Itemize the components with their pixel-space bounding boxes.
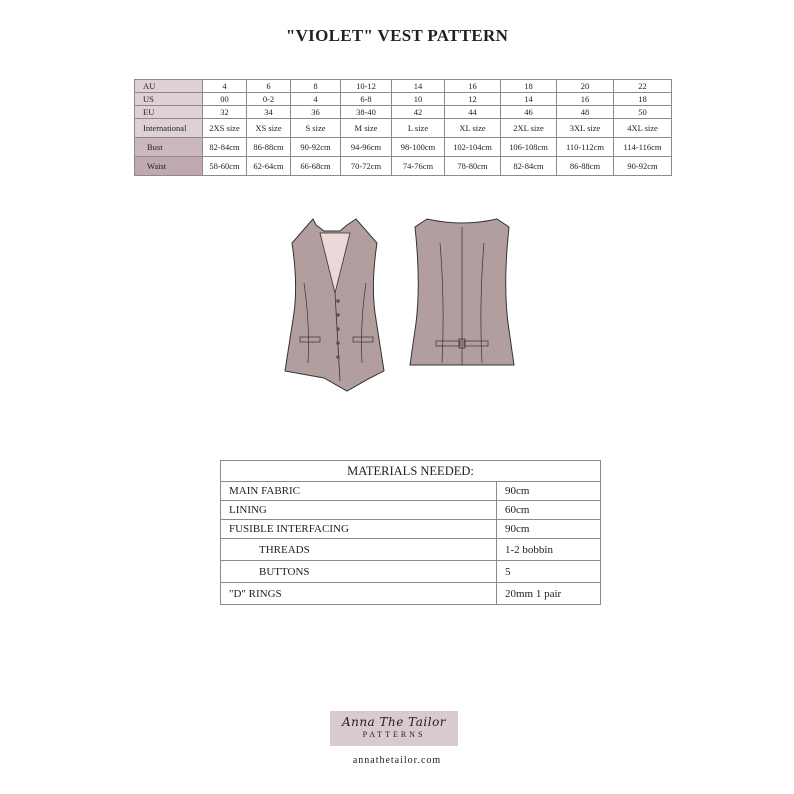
material-label: FUSIBLE INTERFACING: [221, 520, 497, 539]
size-cell: 48: [557, 106, 614, 119]
size-cell: M size: [341, 119, 392, 138]
size-cell: 90-92cm: [291, 138, 341, 157]
size-row-label: International: [135, 119, 203, 138]
material-value: 1-2 bobbin: [497, 539, 601, 561]
size-cell: 86-88cm: [247, 138, 291, 157]
material-label: THREADS: [221, 539, 497, 561]
material-label: "D" RINGS: [221, 583, 497, 605]
size-cell: 16: [557, 93, 614, 106]
size-chart-row: [135, 157, 672, 176]
size-cell: 18: [614, 93, 672, 106]
material-label: LINING: [221, 501, 497, 520]
material-row: [221, 583, 601, 605]
size-cell: 50: [614, 106, 672, 119]
size-chart-table: [134, 79, 672, 176]
size-cell: 3XL size: [557, 119, 614, 138]
size-row-label: US: [135, 93, 203, 106]
size-cell: 58-60cm: [203, 157, 247, 176]
vest-illustration: [280, 213, 530, 398]
size-cell: 4: [203, 80, 247, 93]
material-row: [221, 561, 601, 583]
size-cell: 32: [203, 106, 247, 119]
material-value: 90cm: [497, 482, 601, 501]
size-cell: 106-108cm: [501, 138, 557, 157]
size-cell: 82-84cm: [501, 157, 557, 176]
size-cell: 74-76cm: [392, 157, 445, 176]
size-cell: 38-40: [341, 106, 392, 119]
size-cell: 78-80cm: [445, 157, 501, 176]
material-row: [221, 539, 601, 561]
logo-script: Anna The Tailor: [341, 715, 447, 729]
size-chart-row: [135, 119, 672, 138]
size-cell: 20: [557, 80, 614, 93]
size-cell: 6: [247, 80, 291, 93]
size-row-label: Waist: [135, 157, 203, 176]
material-row: [221, 501, 601, 520]
materials-table: [220, 460, 601, 605]
size-cell: 16: [445, 80, 501, 93]
size-cell: 22: [614, 80, 672, 93]
size-cell: 34: [247, 106, 291, 119]
material-label: BUTTONS: [221, 561, 497, 583]
size-chart-row: [135, 93, 672, 106]
size-chart-row: [135, 106, 672, 119]
size-cell: 94-96cm: [341, 138, 392, 157]
size-cell: 110-112cm: [557, 138, 614, 157]
size-cell: 102-104cm: [445, 138, 501, 157]
logo-subtitle: PATTERNS: [362, 730, 426, 739]
size-cell: 14: [392, 80, 445, 93]
size-cell: 8: [291, 80, 341, 93]
material-value: 5: [497, 561, 601, 583]
vest-front-view: [285, 219, 384, 391]
size-chart-row: [135, 80, 672, 93]
size-cell: 18: [501, 80, 557, 93]
size-cell: 4XL size: [614, 119, 672, 138]
material-row: [221, 482, 601, 501]
size-cell: 62-64cm: [247, 157, 291, 176]
material-label: MAIN FABRIC: [221, 482, 497, 501]
size-cell: 42: [392, 106, 445, 119]
size-cell: 2XS size: [203, 119, 247, 138]
size-chart-row: [135, 138, 672, 157]
button-icon: [336, 341, 340, 345]
material-value: 90cm: [497, 520, 601, 539]
size-cell: 6-8: [341, 93, 392, 106]
size-cell: 66-68cm: [291, 157, 341, 176]
button-icon: [336, 355, 340, 359]
size-row-label: Bust: [135, 138, 203, 157]
button-icon: [336, 313, 340, 317]
size-cell: 36: [291, 106, 341, 119]
size-cell: 70-72cm: [341, 157, 392, 176]
size-cell: 2XL size: [501, 119, 557, 138]
size-cell: 10-12: [341, 80, 392, 93]
size-cell: 00: [203, 93, 247, 106]
size-row-label: EU: [135, 106, 203, 119]
size-cell: 12: [445, 93, 501, 106]
size-cell: XS size: [247, 119, 291, 138]
size-cell: 82-84cm: [203, 138, 247, 157]
materials-heading: MATERIALS NEEDED:: [221, 461, 601, 482]
size-cell: 114-116cm: [614, 138, 672, 157]
size-cell: 98-100cm: [392, 138, 445, 157]
size-cell: 86-88cm: [557, 157, 614, 176]
material-value: 20mm 1 pair: [497, 583, 601, 605]
size-cell: 46: [501, 106, 557, 119]
vest-back-view: [410, 219, 514, 365]
size-cell: 0-2: [247, 93, 291, 106]
material-value: 60cm: [497, 501, 601, 520]
size-cell: 4: [291, 93, 341, 106]
brand-logo: [330, 711, 458, 746]
button-icon: [336, 299, 340, 303]
button-icon: [336, 327, 340, 331]
page-title: "VIOLET" VEST PATTERN: [285, 26, 509, 45]
size-cell: S size: [291, 119, 341, 138]
size-cell: XL size: [445, 119, 501, 138]
website-url: annathetailor.com: [352, 755, 442, 766]
size-cell: 44: [445, 106, 501, 119]
material-row: [221, 520, 601, 539]
size-cell: L size: [392, 119, 445, 138]
size-cell: 10: [392, 93, 445, 106]
size-row-label: AU: [135, 80, 203, 93]
size-cell: 14: [501, 93, 557, 106]
size-cell: 90-92cm: [614, 157, 672, 176]
